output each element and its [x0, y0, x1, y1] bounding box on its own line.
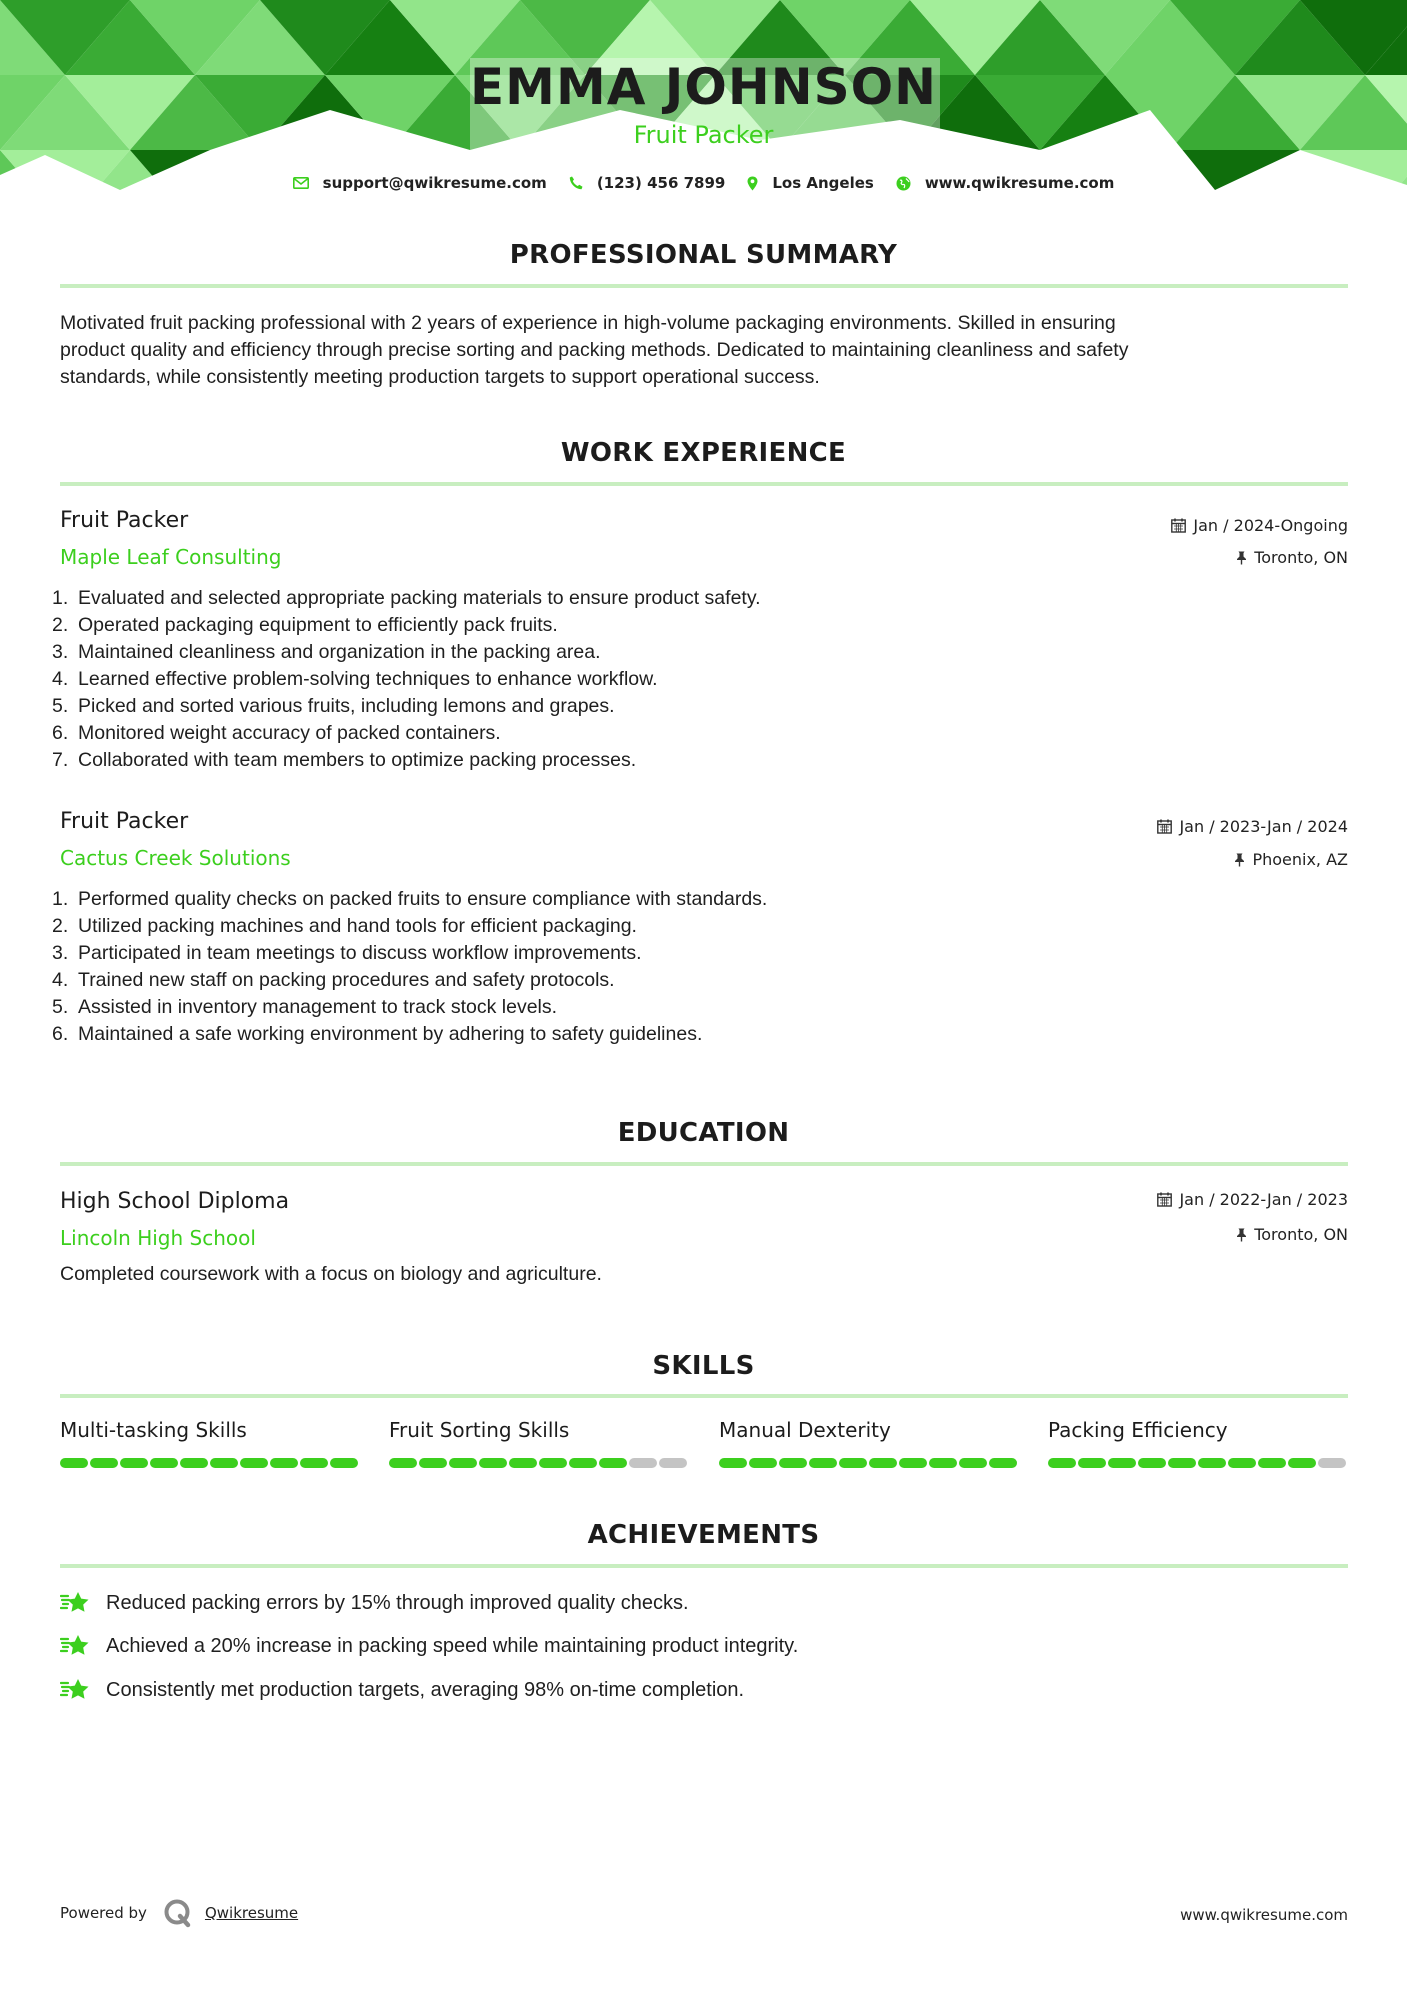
skill-level-segment [779, 1458, 807, 1468]
achievements-divider [60, 1564, 1348, 1568]
skill-level-segment [1288, 1458, 1316, 1468]
achievement-item [60, 1633, 798, 1659]
job-title: Fruit Packer [60, 508, 189, 533]
education-dates [1157, 1190, 1348, 1209]
skill-level-segment [180, 1458, 208, 1468]
skills-heading: SKILLS [652, 1351, 755, 1381]
list-item: 1. Performed quality checks on packed fruits to ensure compliance with standards. [52, 888, 768, 910]
skill-name: Multi-tasking Skills [60, 1418, 247, 1442]
achievement-text: Consistently met production targets, averaging 98% on-time completion. [106, 1678, 745, 1701]
list-item: 3. Participated in team meetings to discuss workflow improvements. [52, 942, 642, 964]
skill-level-segment [479, 1458, 507, 1468]
list-item: 4. Trained new staff on packing procedures and safety protocols. [52, 969, 615, 991]
job-company: Cactus Creek Solutions [60, 846, 291, 870]
experience-divider [60, 482, 1348, 486]
email-text: support@qwikresume.com [322, 174, 547, 192]
contact-bar [0, 174, 1407, 192]
skill-level-segment [210, 1458, 238, 1468]
skill-level-segment [330, 1458, 358, 1468]
skill-level-segment [1228, 1458, 1256, 1468]
skill-item [1048, 1418, 1348, 1468]
contact-website[interactable] [896, 174, 1115, 192]
skill-level-segment [90, 1458, 118, 1468]
skill-item [389, 1418, 689, 1468]
skill-level-segment [270, 1458, 298, 1468]
list-item: 7. Collaborated with team members to optimize packing processes. [52, 749, 637, 771]
pushpin-icon [1236, 1228, 1247, 1242]
candidate-name: EMMA JOHNSON [470, 58, 937, 116]
skill-level-segment [1168, 1458, 1196, 1468]
website-text: www.qwikresume.com [924, 174, 1115, 192]
skill-level-segment [839, 1458, 867, 1468]
summary-divider [60, 284, 1348, 288]
job-location-text: Phoenix, AZ [1252, 850, 1348, 869]
qwikresume-link[interactable]: Qwikresume [204, 1904, 299, 1922]
skill-level-segment [1078, 1458, 1106, 1468]
skill-level-segment [569, 1458, 597, 1468]
skill-level-segment [1198, 1458, 1226, 1468]
calendar-icon [1157, 1192, 1172, 1207]
summary-heading: PROFESSIONAL SUMMARY [509, 240, 898, 270]
list-item: 3. Maintained cleanliness and organization in the packing area. [52, 641, 601, 663]
skill-level-bar [389, 1458, 689, 1468]
powered-by-label: Powered by [60, 1904, 147, 1922]
education-location [1236, 1225, 1348, 1244]
skill-level-segment [389, 1458, 417, 1468]
skill-level-segment [1108, 1458, 1136, 1468]
skill-item [60, 1418, 360, 1468]
skill-level-segment [629, 1458, 657, 1468]
skill-level-bar [60, 1458, 360, 1468]
skill-level-segment [869, 1458, 897, 1468]
summary-text [60, 310, 1350, 391]
star-icon [60, 1677, 92, 1703]
skill-level-segment [150, 1458, 178, 1468]
footer-powered-by [60, 1898, 298, 1928]
skill-level-segment [419, 1458, 447, 1468]
job-duties [52, 585, 1352, 774]
globe-icon [896, 176, 911, 191]
envelope-icon [293, 177, 309, 189]
job-location [1236, 548, 1348, 567]
skill-level-segment [599, 1458, 627, 1468]
list-item: 5. Assisted in inventory management to track stock levels. [52, 996, 558, 1018]
job-location-text: Toronto, ON [1254, 548, 1348, 567]
skill-level-segment [300, 1458, 328, 1468]
list-item: 6. Monitored weight accuracy of packed containers. [52, 722, 501, 744]
skill-level-segment [60, 1458, 88, 1468]
education-degree: High School Diploma [60, 1189, 290, 1214]
list-item: 4. Learned effective problem-solving techniques to enhance workflow. [52, 668, 658, 690]
job-dates [1157, 817, 1348, 836]
achievement-item [60, 1590, 689, 1616]
skill-level-segment [749, 1458, 777, 1468]
summary-line: standards, while consistently meeting production targets to support operational success. [60, 366, 820, 388]
phone-icon [569, 176, 583, 190]
skill-level-segment [1048, 1458, 1076, 1468]
list-item: 6. Maintained a safe working environment by adhering to safety guidelines. [52, 1023, 703, 1045]
resume-header [0, 0, 1407, 200]
skill-level-segment [449, 1458, 477, 1468]
skills-divider [60, 1394, 1348, 1398]
skill-level-segment [899, 1458, 927, 1468]
skill-level-bar [719, 1458, 1019, 1468]
calendar-icon [1171, 518, 1186, 533]
achievement-item [60, 1677, 744, 1703]
summary-line: product quality and efficiency through precise sorting and packing methods. Dedicated to maintaining cleanliness and safety [60, 339, 1129, 361]
calendar-icon [1157, 819, 1172, 834]
pushpin-icon [1234, 853, 1245, 867]
candidate-title: Fruit Packer [633, 121, 774, 149]
list-item: 5. Picked and sorted various fruits, including lemons and grapes. [52, 695, 615, 717]
skill-level-segment [719, 1458, 747, 1468]
skill-level-bar [1048, 1458, 1348, 1468]
achievements-heading: ACHIEVEMENTS [587, 1520, 820, 1550]
skill-item [719, 1418, 1019, 1468]
education-heading: EDUCATION [617, 1118, 790, 1148]
education-divider [60, 1162, 1348, 1166]
skill-name: Packing Efficiency [1048, 1418, 1228, 1442]
qwikresume-logo-icon [163, 1898, 193, 1928]
location-text: Los Angeles [772, 174, 874, 192]
list-item: 1. Evaluated and selected appropriate packing materials to ensure product safety. [52, 587, 761, 609]
achievement-text: Achieved a 20% increase in packing speed while maintaining product integrity. [106, 1634, 799, 1657]
education-dates-text: Jan / 2022-Jan / 2023 [1179, 1190, 1348, 1209]
job-dates-text: Jan / 2024-Ongoing [1193, 516, 1348, 535]
job-duties [52, 886, 1352, 1048]
skill-level-segment [959, 1458, 987, 1468]
job-company: Maple Leaf Consulting [60, 545, 282, 569]
skill-name: Fruit Sorting Skills [389, 1418, 570, 1442]
education-location-text: Toronto, ON [1254, 1225, 1348, 1244]
skill-level-segment [659, 1458, 687, 1468]
skill-level-segment [509, 1458, 537, 1468]
contact-location [747, 174, 873, 192]
list-item: 2. Utilized packing machines and hand tools for efficient packaging. [52, 915, 637, 937]
contact-email[interactable] [293, 174, 547, 192]
skill-level-segment [1318, 1458, 1346, 1468]
education-description: Completed coursework with a focus on biology and agriculture. [60, 1263, 602, 1285]
skill-level-segment [929, 1458, 957, 1468]
job-dates-text: Jan / 2023-Jan / 2024 [1179, 817, 1348, 836]
job-location [1234, 850, 1348, 869]
skill-level-segment [539, 1458, 567, 1468]
summary-line: Motivated fruit packing professional with 2 years of experience in high-volume packaging environments. Skilled in ensuring [60, 312, 1116, 334]
skill-level-segment [1258, 1458, 1286, 1468]
star-icon [60, 1633, 92, 1659]
skill-level-segment [989, 1458, 1017, 1468]
job-title: Fruit Packer [60, 809, 189, 834]
list-item: 2. Operated packaging equipment to efficiently pack fruits. [52, 614, 558, 636]
pushpin-icon [1236, 551, 1247, 565]
phone-text: (123) 456 7899 [596, 174, 726, 192]
skill-level-segment [1138, 1458, 1166, 1468]
job-dates [1171, 516, 1348, 535]
skill-level-segment [120, 1458, 148, 1468]
experience-heading: WORK EXPERIENCE [560, 438, 847, 468]
star-icon [60, 1590, 92, 1616]
skill-level-segment [809, 1458, 837, 1468]
footer-website[interactable]: www.qwikresume.com [1180, 1906, 1348, 1924]
skill-level-segment [240, 1458, 268, 1468]
contact-phone[interactable] [569, 174, 726, 192]
achievement-text: Reduced packing errors by 15% through improved quality checks. [106, 1591, 689, 1614]
map-pin-icon [747, 176, 758, 191]
education-school: Lincoln High School [60, 1226, 256, 1250]
skill-name: Manual Dexterity [719, 1418, 891, 1442]
